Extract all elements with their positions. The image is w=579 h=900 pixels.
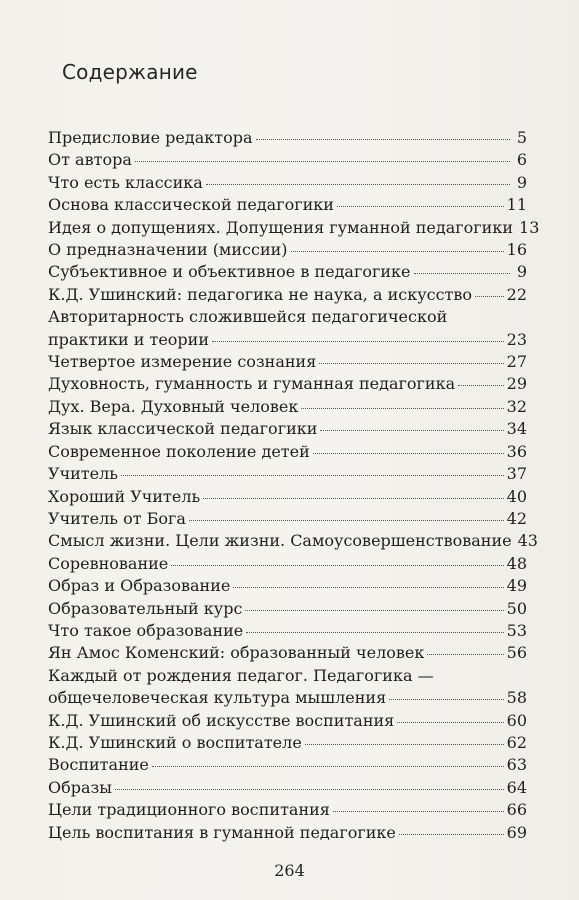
toc-entry-title: К.Д. Ушинский об искусстве воспитания bbox=[48, 710, 395, 730]
toc-entry bbox=[48, 530, 538, 552]
dot-leader bbox=[305, 744, 504, 745]
toc-entry-page: 11 bbox=[506, 195, 527, 215]
toc-entry-title: Цель воспитания в гуманной педагогике bbox=[48, 822, 396, 842]
toc-entry-title: О предназначении (миссии) bbox=[48, 240, 288, 260]
toc-entry-page: 53 bbox=[506, 620, 527, 640]
dot-leader bbox=[333, 811, 504, 812]
toc-entry bbox=[48, 777, 527, 799]
toc-entry-page: 58 bbox=[506, 688, 527, 708]
dot-leader bbox=[115, 789, 504, 790]
toc-entry bbox=[48, 553, 527, 575]
toc-entry bbox=[48, 149, 527, 171]
dot-leader bbox=[233, 587, 503, 588]
toc-entry-page: 16 bbox=[506, 240, 527, 260]
toc-entry bbox=[48, 665, 527, 710]
toc-entry-page: 32 bbox=[506, 396, 527, 416]
dot-leader bbox=[212, 341, 504, 342]
toc-entry-page: 40 bbox=[506, 486, 527, 506]
toc-entry-page: 56 bbox=[506, 643, 527, 663]
toc-entry-title: Дух. Вера. Духовный человек bbox=[48, 396, 299, 416]
dot-leader bbox=[189, 520, 504, 521]
toc-entry bbox=[48, 642, 527, 664]
toc-entry-page: 9 bbox=[516, 262, 527, 282]
toc-entry-title: Учитель bbox=[48, 464, 118, 484]
toc-entry bbox=[48, 418, 527, 440]
toc-entry-title: Субъективное и объективное в педагогике bbox=[48, 262, 411, 282]
dot-leader bbox=[121, 475, 504, 476]
toc-entry-page: 49 bbox=[506, 576, 527, 596]
dot-leader bbox=[171, 565, 503, 566]
dot-leader bbox=[206, 184, 510, 185]
dot-leader bbox=[291, 251, 504, 252]
dot-leader bbox=[458, 385, 504, 386]
toc-entry-page: 64 bbox=[506, 777, 527, 797]
page-number: 264 bbox=[274, 861, 305, 880]
toc-entry-page: 66 bbox=[506, 800, 527, 820]
toc-entry-page: 42 bbox=[506, 508, 527, 528]
toc-entry-page: 22 bbox=[506, 284, 527, 304]
page-title: Содержание bbox=[62, 60, 198, 84]
dot-leader bbox=[319, 363, 503, 364]
toc-entry-page: 50 bbox=[506, 598, 527, 618]
toc-entry-title: Основа классической педагогики bbox=[48, 195, 334, 215]
toc-entry-title: Смысл жизни. Цели жизни. Самоусовершенствование bbox=[48, 531, 512, 551]
toc-entry-title: Учитель от Бога bbox=[48, 508, 186, 528]
toc-entry-page: 27 bbox=[506, 352, 527, 372]
toc-entry bbox=[48, 463, 527, 485]
toc-entry-title: Образ и Образование bbox=[48, 576, 231, 596]
toc-entry bbox=[48, 306, 527, 351]
toc-entry-title: Образы bbox=[48, 777, 112, 797]
toc-entry bbox=[48, 373, 527, 395]
toc-entry bbox=[48, 486, 527, 508]
dot-leader bbox=[313, 453, 504, 454]
toc-entry-page: 69 bbox=[506, 822, 527, 842]
toc-entry-page: 6 bbox=[516, 150, 527, 170]
dot-leader bbox=[135, 161, 510, 162]
toc-entry bbox=[48, 598, 527, 620]
toc-entry-page: 23 bbox=[506, 329, 527, 349]
toc-entry-page: 29 bbox=[506, 374, 527, 394]
toc-entry-title: Современное поколение детей bbox=[48, 441, 310, 461]
table-of-contents bbox=[48, 127, 540, 844]
toc-entry-title: Ян Амос Коменский: образованный человек bbox=[48, 643, 425, 663]
toc-entry-title: Цели традиционного воспитания bbox=[48, 800, 330, 820]
toc-entry-last-line bbox=[48, 329, 527, 351]
dot-leader bbox=[301, 408, 503, 409]
toc-entry-title: Что такое образование bbox=[48, 620, 244, 640]
toc-entry-page: 34 bbox=[506, 419, 527, 439]
toc-entry-title-line: общечеловеческая культура мышления bbox=[48, 688, 387, 708]
dot-leader bbox=[152, 766, 504, 767]
dot-leader bbox=[389, 699, 503, 700]
toc-entry bbox=[48, 217, 540, 239]
toc-entry-title: От автора bbox=[48, 150, 132, 170]
dot-leader bbox=[397, 722, 503, 723]
toc-entry bbox=[48, 620, 527, 642]
toc-entry bbox=[48, 732, 527, 754]
dot-leader bbox=[256, 139, 510, 140]
toc-entry bbox=[48, 508, 527, 530]
toc-entry-title: Идея о допущениях. Допущения гуманной педагогики bbox=[48, 217, 514, 237]
toc-entry-page: 9 bbox=[516, 172, 527, 192]
toc-entry bbox=[48, 799, 527, 821]
dot-leader bbox=[203, 498, 503, 499]
toc-entry-title: Соревнование bbox=[48, 553, 169, 573]
dot-leader bbox=[320, 430, 503, 431]
toc-entry-title-line: практики и теории bbox=[48, 329, 209, 349]
toc-entry-title: Что есть классика bbox=[48, 172, 203, 192]
toc-entry-title: Воспитание bbox=[48, 755, 149, 775]
toc-entry-page: 43 bbox=[517, 531, 538, 551]
toc-entry bbox=[48, 754, 527, 776]
toc-entry-page: 60 bbox=[506, 710, 527, 730]
toc-entry-title: Образовательный курс bbox=[48, 598, 243, 618]
toc-entry-page: 37 bbox=[506, 464, 527, 484]
toc-entry bbox=[48, 710, 527, 732]
dot-leader bbox=[337, 206, 504, 207]
dot-leader bbox=[245, 610, 503, 611]
toc-entry-last-line bbox=[48, 687, 527, 709]
toc-entry-title: Духовность, гуманность и гуманная педагогика bbox=[48, 374, 456, 394]
dot-leader bbox=[475, 296, 504, 297]
toc-entry-title-line: Каждый от рождения педагог. Педагогика — bbox=[48, 665, 434, 685]
toc-entry bbox=[48, 575, 527, 597]
toc-entry bbox=[48, 441, 527, 463]
toc-entry bbox=[48, 351, 527, 373]
toc-entry-title: Язык классической педагогики bbox=[48, 419, 318, 439]
toc-entry-title: Четвертое измерение сознания bbox=[48, 352, 317, 372]
toc-entry-page: 36 bbox=[506, 441, 527, 461]
toc-entry-page: 62 bbox=[506, 732, 527, 752]
toc-entry-title: Хороший Учитель bbox=[48, 486, 201, 506]
toc-entry-title: К.Д. Ушинский: педагогика не наука, а искусство bbox=[48, 284, 473, 304]
toc-entry-page: 63 bbox=[506, 755, 527, 775]
toc-entry bbox=[48, 239, 527, 261]
dot-leader bbox=[427, 654, 503, 655]
toc-entry bbox=[48, 261, 527, 283]
toc-entry bbox=[48, 172, 527, 194]
toc-entry bbox=[48, 284, 527, 306]
toc-entry bbox=[48, 822, 527, 844]
toc-entry-title-line: Авторитарность сложившейся педагогической bbox=[48, 307, 448, 327]
dot-leader bbox=[399, 834, 504, 835]
toc-entry-page: 5 bbox=[516, 128, 527, 147]
dot-leader bbox=[414, 273, 511, 274]
dot-leader bbox=[246, 632, 503, 633]
toc-entry-title: Предисловие редактора bbox=[48, 128, 253, 147]
toc-entry-page: 48 bbox=[506, 553, 527, 573]
toc-entry bbox=[48, 194, 527, 216]
toc-entry-page: 13 bbox=[519, 217, 540, 237]
toc-entry-title: К.Д. Ушинский о воспитателе bbox=[48, 732, 302, 752]
toc-entry bbox=[48, 396, 527, 418]
toc-entry bbox=[48, 127, 527, 149]
